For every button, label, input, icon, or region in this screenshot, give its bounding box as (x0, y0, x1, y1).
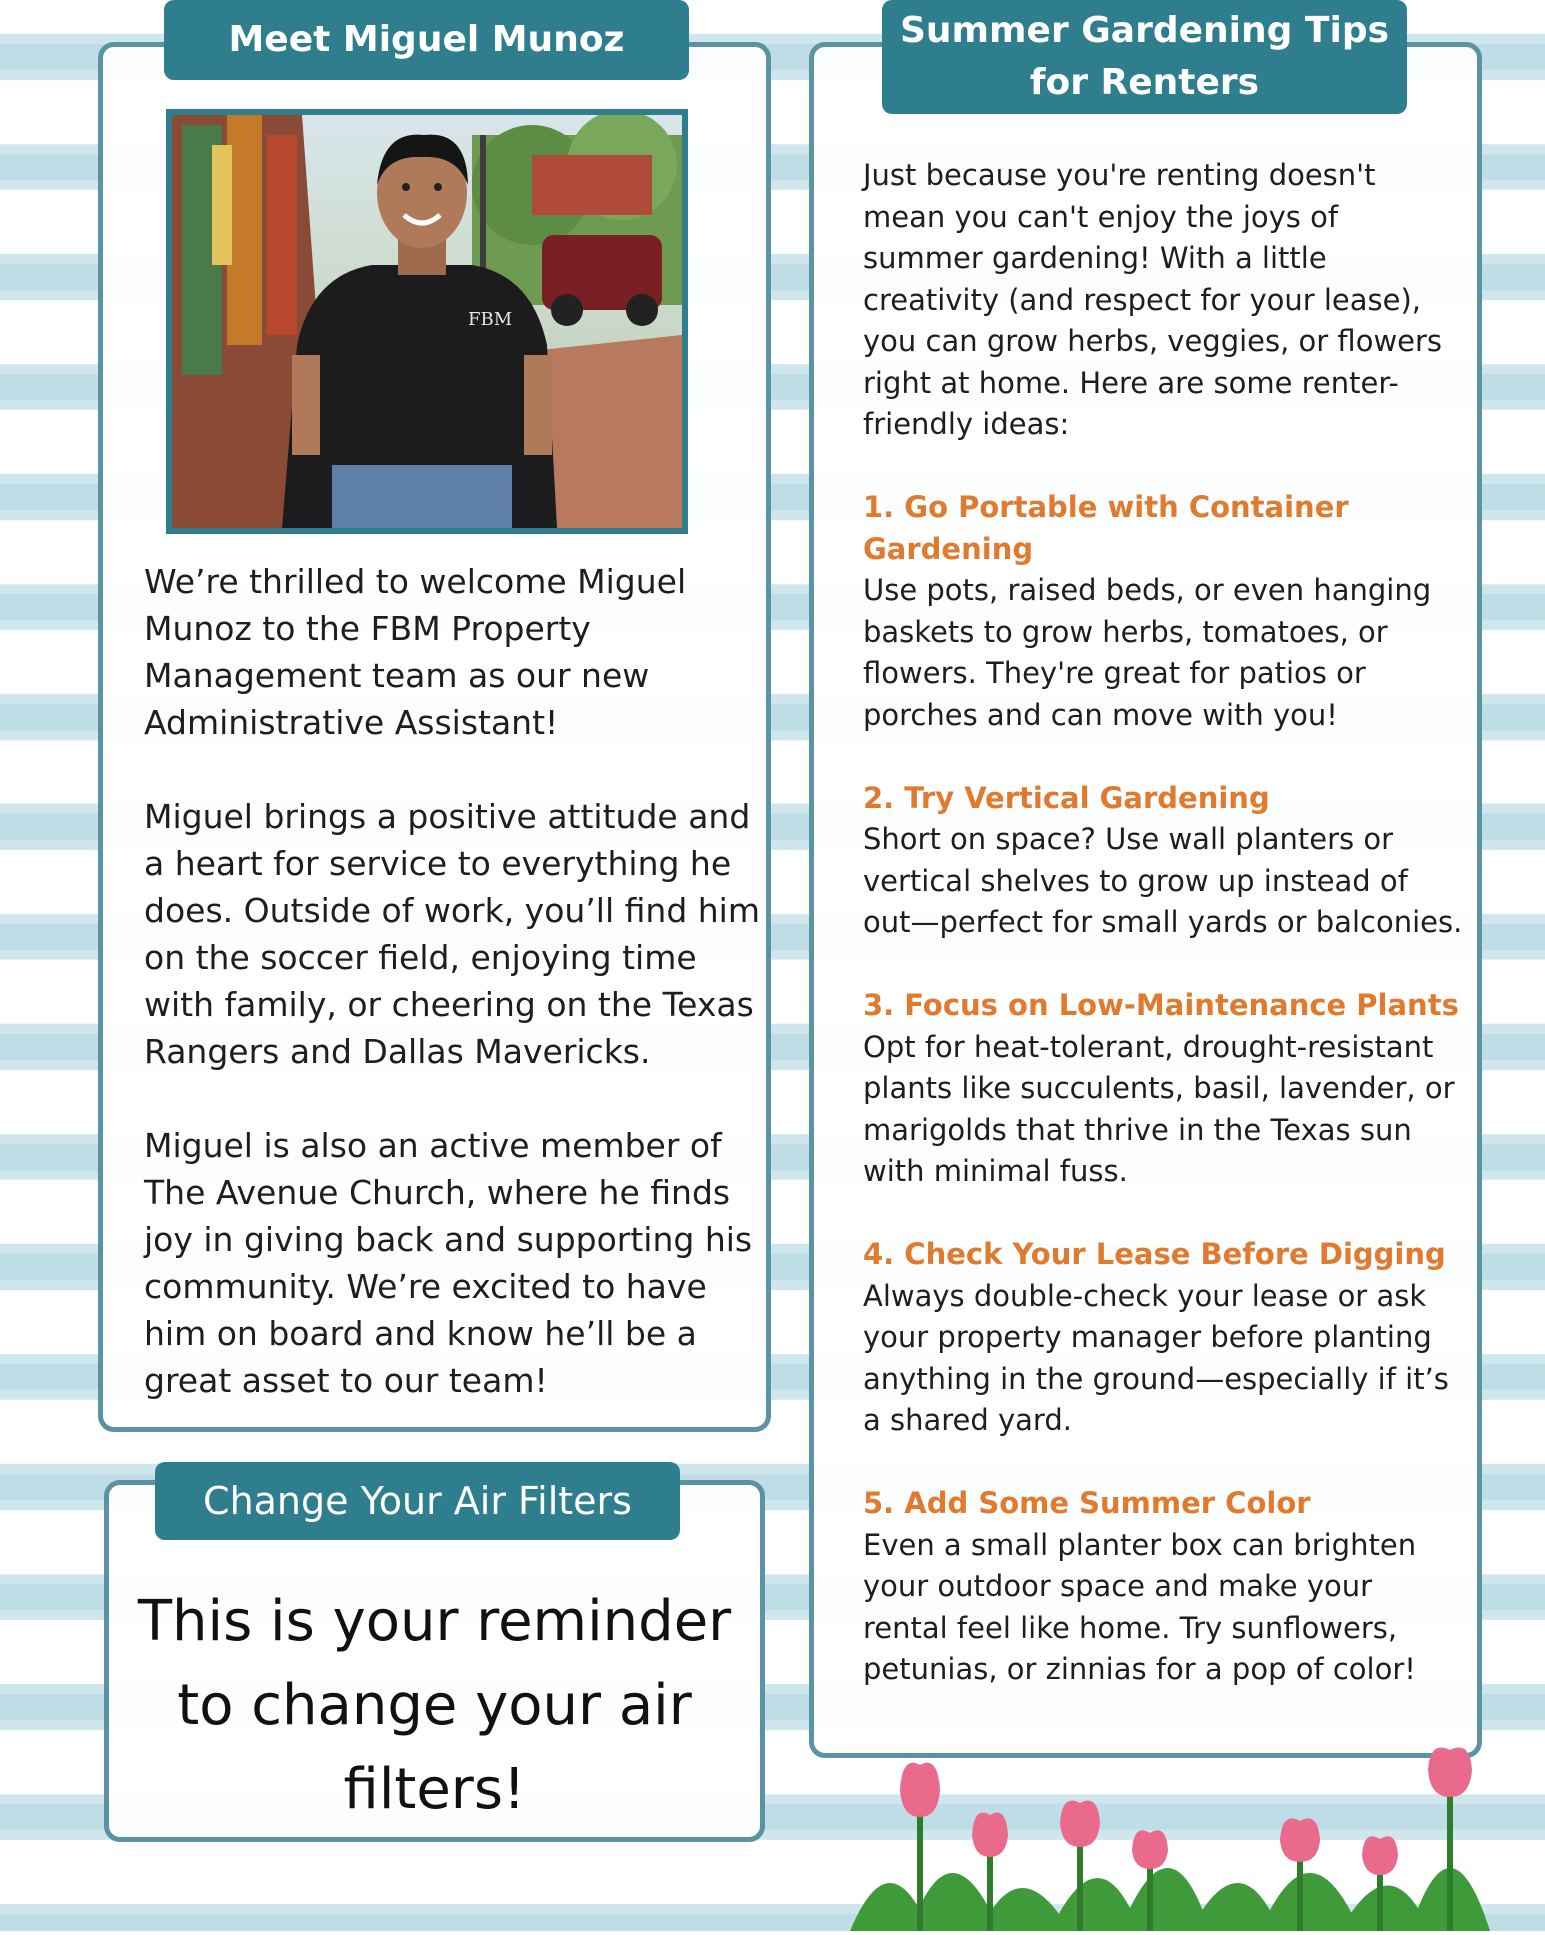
tip-item (863, 778, 1463, 944)
tip-body: Short on space? Use wall planters or vertical shelves to grow up instead of out—perfect for small yards or balconies. (863, 822, 1463, 939)
tip-body: Always double-check your lease or ask your property manager before planting anything in the ground—especially if it’s a shared yard. (863, 1278, 1449, 1437)
gardening-tips-content (863, 155, 1463, 1691)
air-filter-title-tab (155, 1462, 680, 1540)
tip-body: Use pots, raised beds, or even hanging baskets to grow herbs, tomatoes, or flowers. They're great for patios or porches and can move with you! (863, 573, 1432, 732)
air-filter-reminder: This is your reminder to change your air filters! (137, 1589, 732, 1822)
meet-title-tab (164, 0, 689, 80)
tip-item (863, 1234, 1463, 1442)
air-filter-title: Change Your Air Filters (203, 1479, 632, 1523)
tip-item (863, 1483, 1463, 1691)
tip-item (863, 985, 1463, 1193)
shirt-logo: FBM (468, 309, 513, 330)
miguel-photo (166, 109, 688, 534)
meet-paragraph: Miguel brings a positive attitude and a heart for service to everything he does. Outside of work, you’ll find him on the soccer field, enjoying time with family, or cheering on the Texas Rangers and Dallas Mavericks. (144, 797, 760, 1071)
gardening-tips-title-line1: Summer Gardening Tips (899, 10, 1390, 51)
tips-intro: Just because you're renting doesn't mean you can't enjoy the joys of summer gardening! With a little creativity (and respect for your lease), you can grow herbs, veggies, or flowers right at home. Here are some renter-friendly ideas: (863, 158, 1443, 441)
tulip-flowers-icon (850, 1745, 1490, 1931)
tip-heading: 1. Go Portable with Container Gardening (863, 490, 1349, 566)
tip-heading: 5. Add Some Summer Color (863, 1486, 1311, 1520)
gardening-tips-title-tab (882, 0, 1407, 114)
meet-paragraph: Miguel is also an active member of The Avenue Church, where he finds joy in giving back and supporting his community. We’re excited to have him on board and know he’ll be a great asset to our team! (144, 1126, 753, 1400)
tip-heading: 3. Focus on Low-Maintenance Plants (863, 988, 1459, 1022)
tip-heading: 2. Try Vertical Gardening (863, 780, 1270, 815)
tip-item (863, 487, 1463, 736)
meet-title: Meet Miguel Munoz (228, 19, 625, 60)
tip-body: Even a small planter box can brighten your outdoor space and make your rental feel like home. Try sunflowers, petunias, or zinnias for a pop of color! (863, 1527, 1417, 1686)
gardening-tips-title-line2: for Renters (1029, 62, 1260, 103)
meet-description (144, 558, 764, 1451)
tip-heading: 4. Check Your Lease Before Digging (863, 1237, 1446, 1271)
tip-body: Opt for heat-tolerant, drought-resistant plants like succulents, basil, lavender, or marigolds that thrive in the Texas sun with minimal fuss. (863, 1029, 1455, 1188)
meet-paragraph: We’re thrilled to welcome Miguel Munoz to the FBM Property Management team as our new Administrative Assistant! (144, 562, 687, 742)
